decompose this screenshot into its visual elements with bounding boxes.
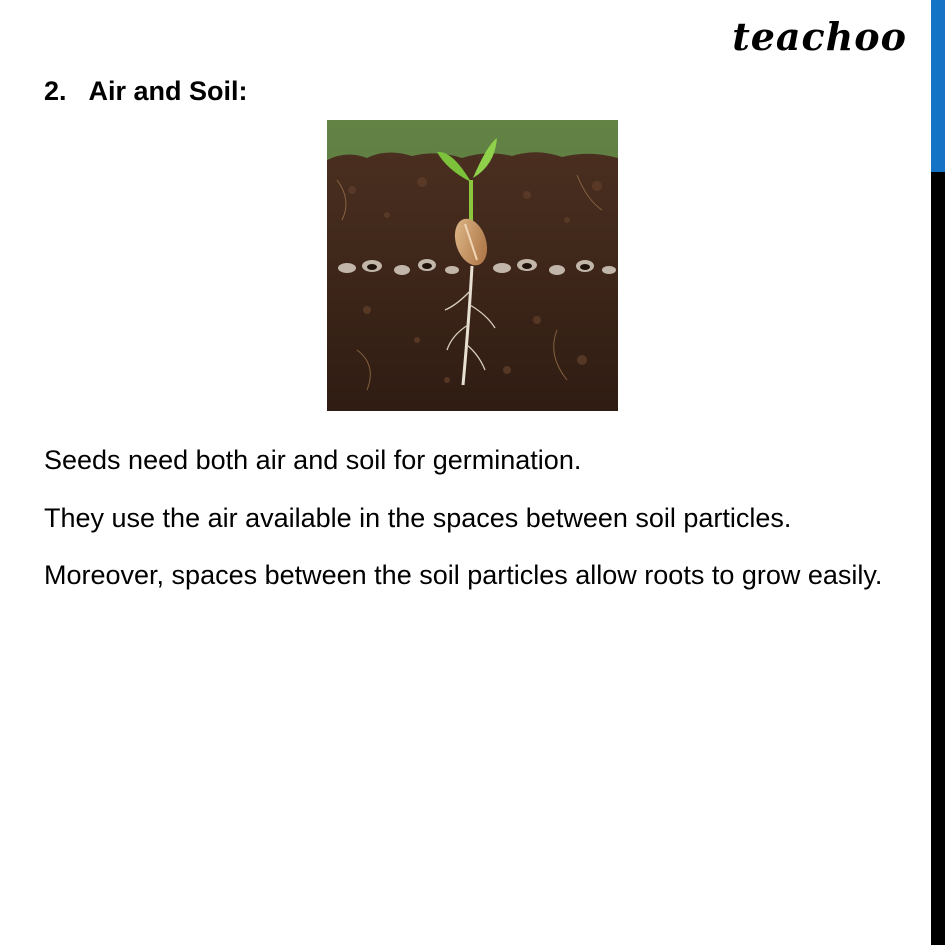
paragraph: They use the air available in the spaces between soil particles.	[44, 502, 792, 533]
paragraph: Moreover, spaces between the soil particles allow roots to grow easily.	[44, 560, 883, 590]
section-title: Air and Soil:	[88, 76, 248, 106]
seedling-in-soil-image	[327, 120, 618, 411]
section-heading	[44, 76, 248, 107]
side-bar-accent	[931, 0, 945, 172]
section-number: 2.	[44, 76, 67, 106]
teachoo-logo: teachoo	[732, 14, 907, 59]
paragraph: Seeds need both air and soil for germination.	[44, 445, 582, 475]
body-text	[44, 432, 904, 605]
